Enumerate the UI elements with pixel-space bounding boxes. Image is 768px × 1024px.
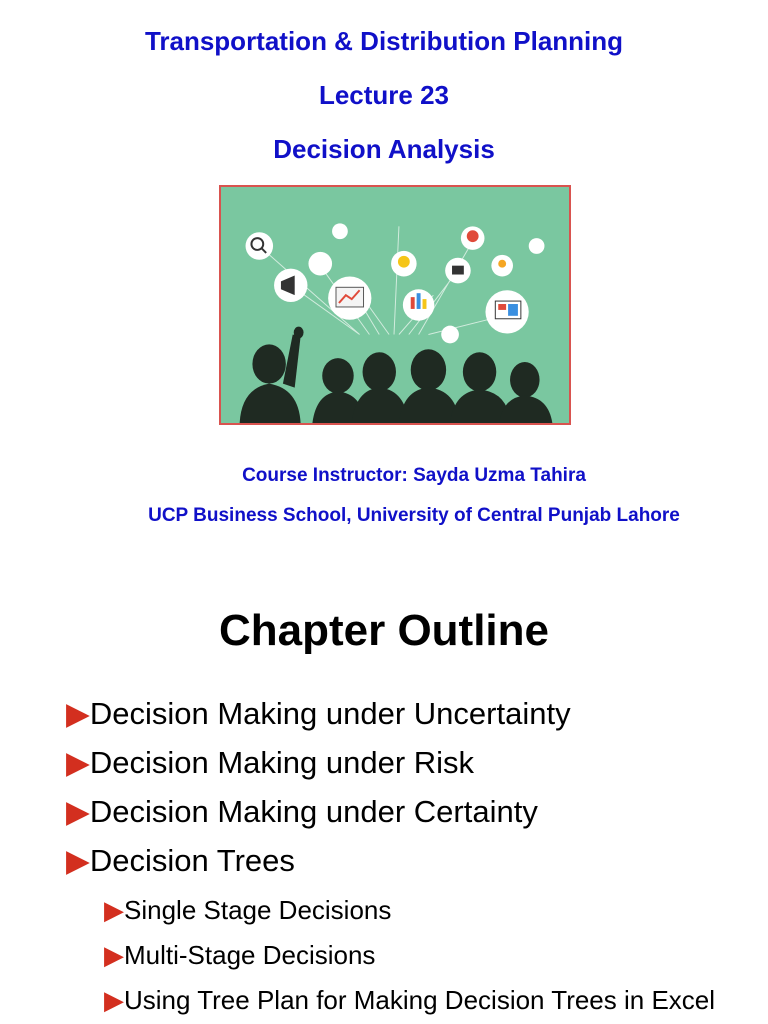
bullet-arrow-icon: ▶	[66, 745, 90, 780]
outline-subitem: ▶Single Stage Decisions	[104, 895, 392, 925]
lecture-topic: Decision Analysis	[273, 134, 495, 164]
outline-item: ▶Decision Making under Uncertainty	[66, 696, 571, 731]
bullet-arrow-icon: ▶	[104, 940, 124, 970]
chapter-outline-title: Chapter Outline	[218, 606, 550, 655]
outline-subitem: ▶Using Tree Plan for Making Decision Trees in Excel	[104, 985, 716, 1015]
outline-item: ▶Decision Trees	[66, 843, 295, 878]
bullet-arrow-icon: ▶	[66, 696, 90, 731]
course-title: Transportation & Distribution Planning	[144, 26, 624, 56]
lecture-number: Lecture 23	[318, 80, 450, 110]
outline-item: ▶Decision Making under Risk	[66, 745, 475, 780]
bullet-arrow-icon: ▶	[104, 985, 124, 1015]
bullet-arrow-icon: ▶	[66, 794, 90, 829]
outline-subitem: ▶Multi-Stage Decisions	[104, 940, 376, 970]
bullet-arrow-icon: ▶	[66, 843, 90, 878]
bullet-arrow-icon: ▶	[104, 895, 124, 925]
course-instructor: Course Instructor: Sayda Uzma Tahira	[242, 465, 586, 486]
institution: UCP Business School, University of Central Punjab Lahore	[148, 505, 680, 526]
hero-illustration	[219, 185, 571, 425]
outline-item: ▶Decision Making under Certainty	[66, 794, 538, 829]
